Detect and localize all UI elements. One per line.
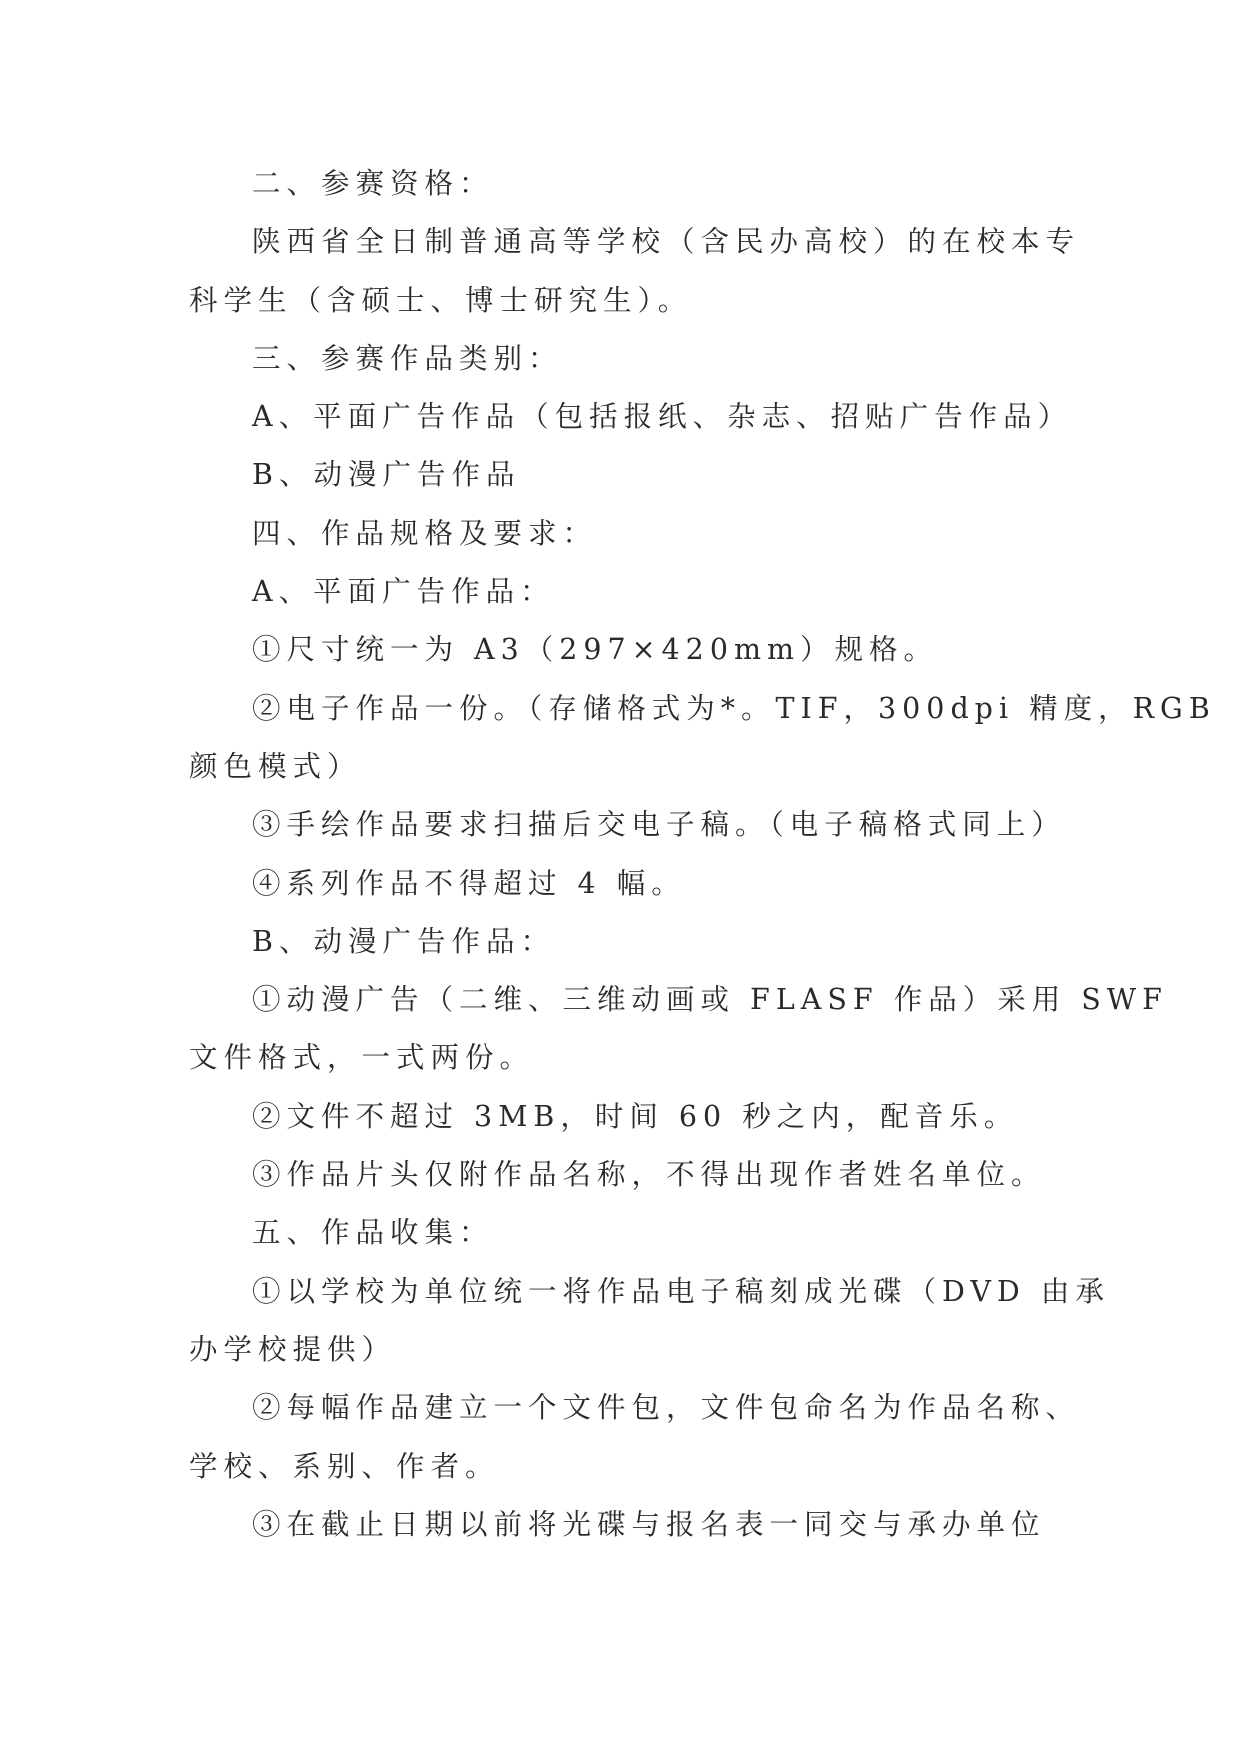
paragraph-line: 陕西省全日制普通高等学校（含民办高校）的在校本专 <box>252 225 1081 259</box>
section-heading-eligibility: 二、参赛资格： <box>252 167 494 200</box>
list-item: ③作品片头仅附作品名称，不得出现作者姓名单位。 <box>252 1158 1046 1192</box>
list-item-continuation: 文件格式，一式两份。 <box>189 1041 535 1075</box>
document-body <box>189 155 1216 1554</box>
list-item-continuation: 办学校提供） <box>189 1332 397 1366</box>
section-heading-collection: 五、作品收集： <box>252 1216 494 1250</box>
list-item: ②每幅作品建立一个文件包，文件包命名为作品名称、 <box>252 1391 1081 1425</box>
section-heading-categories: 三、参赛作品类别： <box>252 341 563 375</box>
list-item-continuation: 颜色模式） <box>189 749 362 783</box>
list-item: ③手绘作品要求扫描后交电子稿。（电子稿格式同上） <box>252 808 1066 842</box>
list-item: ②电子作品一份。（存储格式为*。TIF，300dpi 精度，RGB <box>252 691 1216 725</box>
paragraph-line: A、平面广告作品（包括报纸、杂志、招贴广告作品） <box>252 400 1073 434</box>
list-item: ①动漫广告（二维、三维动画或 FLASF 作品）采用 SWF <box>252 983 1168 1017</box>
paragraph-line: B、动漫广告作品 <box>252 458 521 492</box>
paragraph-line: 科学生（含硕士、博士研究生）。 <box>189 283 693 317</box>
list-item: ②文件不超过 3MB，时间 60 秒之内，配音乐。 <box>252 1099 1019 1133</box>
list-item-continuation: 学校、系别、作者。 <box>189 1449 500 1483</box>
subheading-animation-ads: B、动漫广告作品： <box>252 924 555 958</box>
list-item: ①尺寸统一为 A3（297×420mm）规格。 <box>252 633 938 667</box>
section-heading-specs: 四、作品规格及要求： <box>252 516 598 550</box>
list-item: ③在截止日期以前将光碟与报名表一同交与承办单位 <box>252 1507 1046 1541</box>
subheading-print-ads: A、平面广告作品： <box>252 575 555 609</box>
list-item: ①以学校为单位统一将作品电子稿刻成光碟（DVD 由承 <box>252 1274 1110 1308</box>
list-item: ④系列作品不得超过 4 幅。 <box>252 866 686 900</box>
